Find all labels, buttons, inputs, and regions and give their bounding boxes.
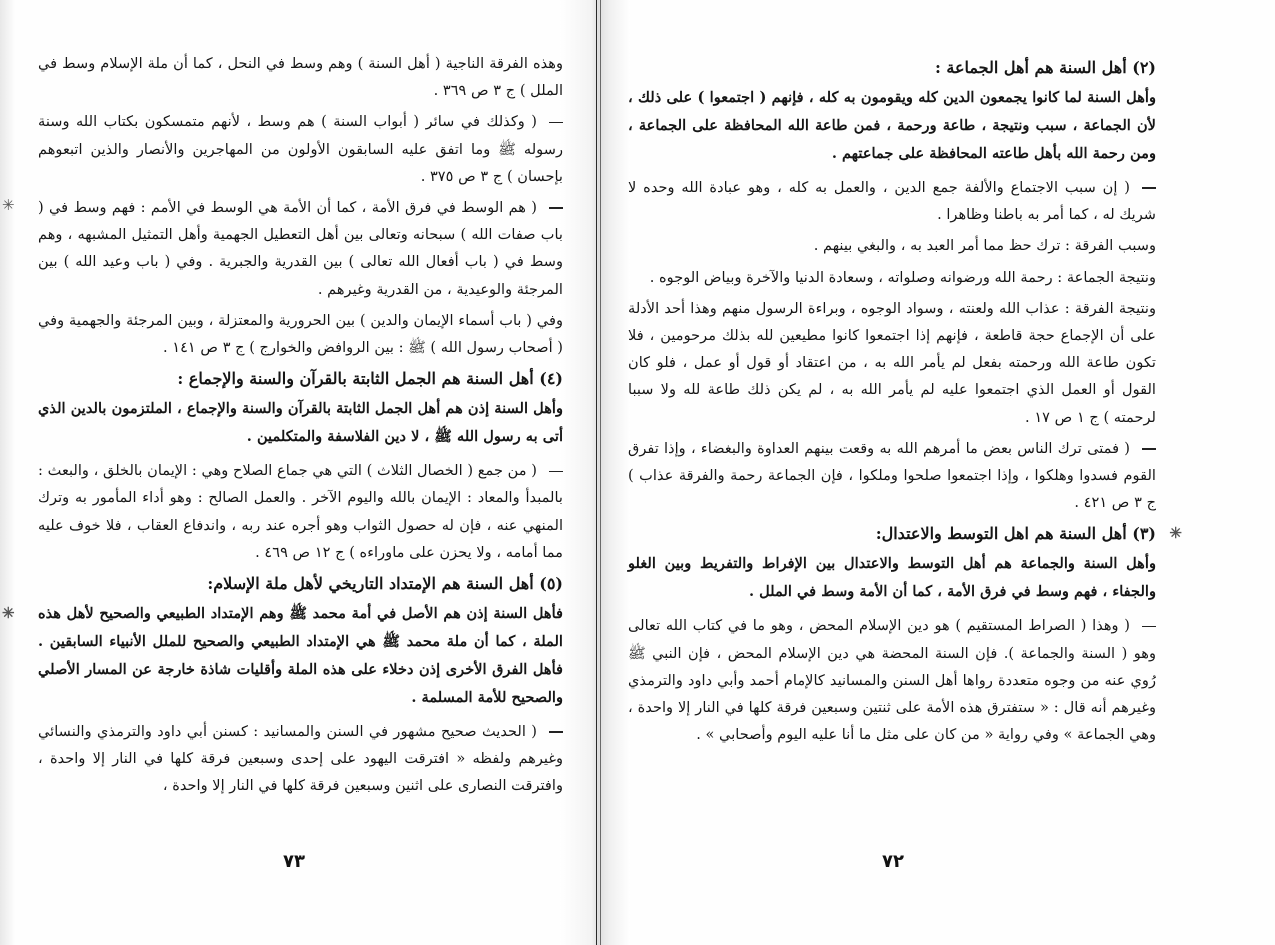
dash-marker: [1130, 435, 1156, 462]
section-heading: (٢) أهل السنة هم أهل الجماعة :: [934, 58, 1156, 77]
paragraph: وفي ( باب أسماء الإيمان والدين ) بين الحرورية والمعتزلة ، وبين المرجئة والجهمية وفي ( أصحاب رسول الله ) ﷺ : بين الروافض والخوارج ) ج ٣ ص ١٤١ .: [38, 311, 563, 357]
gutter-line: [600, 0, 601, 945]
paragraph: وهذه الفرقة الناجية ( أهل السنة ) وهم وسط في النحل ، كما أن ملة الإسلام وسط في الملل ) ج ٣ ص ٣٦٩ .: [38, 55, 563, 100]
quote-text: ( من جمع ( الخصال الثلاث ) التي هي جماع الصلاح وهي : الإيمان بالخلق ، والبعث : بالمبدأ والمعاد : الإيمان بالله واليوم الآخر . والعمل الصالح : وهو أداء المأمور به وترك المنهي عنه ، فإن له حصول الثواب وهو أجره عند ربه ، واندفاع العقاب ، فلا خوف عليه مما أمامه ، ولا يحزن على ماوراءه ) ج ١٢ ص ٤٦٩ .: [38, 462, 563, 561]
quote-paragraph: [38, 457, 563, 566]
quote-paragraph: [38, 108, 563, 190]
paragraph: وسبب الفرقة : ترك حظ مما أمر العبد به ، والبغي بينهم .: [813, 237, 1156, 255]
gutter-line: [596, 0, 597, 945]
book-gutter: [560, 0, 630, 945]
quote-paragraph: [628, 435, 1156, 517]
bold-summary: وأهل السنة والجماعة هم أهل التوسط والاعتدال بين الإفراط والتفريط وبين الغلو والجفاء ، فهم وسط في فرق الأمة ، كما أن الأمة وسط في الملل .: [628, 555, 1156, 601]
quote-paragraph: [38, 718, 563, 800]
quote-text: ( وهذا ( الصراط المستقيم ) هو دين الإسلام المحض ، وهو ما في كتاب الله تعالى وهو ( السنة والجماعة ). فإن السنة المحضة هي دين الإسلام المحض ، فإن النبي ﷺ رُوي عنه من وجوه متعددة رواها أهل السنن والمسانيد كالإمام أحمد وأبي داود والترمذي وغيرهم أنه قال : « ستفترق هذه الأمة على ثنتين وسبعين فرقة كلها في النار إلا واحدة ، وهي الجماعة » وفي رواية « من كان على مثل ما أنا عليه اليوم وأصحابي » .: [628, 617, 1156, 744]
quote-paragraph: [628, 612, 1156, 748]
right-page: [628, 50, 1182, 752]
section-heading: (٤) أهل السنة هم الجمل الثابتة بالقرآن والسنة والإجماع :: [177, 369, 563, 389]
summary-text: فأهل السنة إذن هم الأصل في أمة محمد ﷺ وهم الإمتداد الطبيعي والصحيح لأهل هذه الملة ، كما أن ملة محمد ﷺ هي الإمتداد الطبيعي والصحيح للملل الأنبياء السابقين . فأهل الفرق الأخرى إذن دخلاء على هذه الملة وأقليات شاذة خارجة عن المسار الأصلي والصحيح للأمة المسلمة .: [38, 605, 563, 707]
quote-text: ( وكذلك في سائر ( أبواب السنة ) هم وسط ، لأنهم متمسكون بكتاب الله وسنة رسوله ﷺ وما اتفق عليه السابقون الأولون من المهاجرين والأنصار والذين اتبعوهم بإحسان ) ج ٣ ص ٣٧٥ .: [38, 113, 563, 185]
paragraph: ونتيجة الفرقة : عذاب الله ولعنته ، وسواد الوجوه ، وبراءة الرسول منهم وهذا أحد الأدلة على أن الإجماع حجة قاطعة ، فإنهم إذا اجتمعوا كانوا مطيعين لله بذلك مرحومين ، فلا تكون طاعة الله ورحمته بفعل لم يأمر الله به ، من اعتقاد أو قول أو عمل ، فلو كان القول أو العمل الذي اجتمعوا عليه لم يأمر الله به ، لم يكن ذلك طاعة لله ولا سببا لرحمته ) ج ١ ص ١٧ .: [628, 299, 1156, 426]
page-number-left: ٧٣: [283, 851, 305, 872]
heading-text: (٣) أهل السنة هم اهل التوسط والاعتدال:: [875, 524, 1156, 544]
dash-marker: [537, 194, 563, 221]
bold-summary: وأهل السنة إذن هم أهل الجمل الثابتة بالقرآن والسنة والإجماع ، الملتزمون بالدين الذي أتى به رسول الله ﷺ ، لا دين الفلاسفة والمتكلمين .: [38, 400, 563, 446]
dash-marker: [537, 718, 563, 745]
dash-marker: [537, 457, 563, 484]
quote-text: ( فمتى ترك الناس بعض ما أمرهم الله به وقعت بينهم العداوة والبغضاء ، وإذا تفرق القوم فسدوا وهلكوا ، وإذا اجتمعوا صلحوا وملكوا ، فإن الجماعة رحمة والفرقة عذاب ) ج ٣ ص ٤٢١ .: [628, 439, 1156, 512]
quote-paragraph: [2, 194, 563, 303]
bold-summary: [2, 600, 563, 712]
dash-marker: [1130, 612, 1156, 639]
left-page: [2, 50, 564, 804]
bold-summary: وأهل السنة لما كانوا يجمعون الدين كله ويقومون به كله ، فإنهم ( اجتمعوا ) على ذلك ، لأن الجماعة ، سبب ونتيجة ، طاعة ورحمة ، فمن طاعة الله المحافظة على الجماعة ، ومن رحمة الله بأهل طاعته المحافظة على جماعتهم .: [628, 89, 1156, 162]
section-heading: (٥) أهل السنة هم الإمتداد التاريخي لأهل ملة الإسلام:: [207, 574, 563, 594]
quote-paragraph: [628, 174, 1156, 228]
margin-star-icon: ✳: [1169, 524, 1182, 543]
dash-marker: [1130, 174, 1156, 201]
quote-text: ( هم الوسط في فرق الأمة ، كما أن الأمة هي الوسط في الأمم : فهم وسط في ( باب صفات الله ) سبحانه وتعالى بين أهل التعطيل الجهمية وأهل التمثيل المشبهه ، وهم وسط في ( باب أفعال الله تعالى ) بين القدرية والجبرية . وفي ( باب وعيد الله ) بين المرجئة والوعيدية ، من القدرية وغيرهم .: [38, 199, 563, 298]
margin-star-icon: ✳: [2, 604, 15, 623]
margin-star-icon: ✳: [2, 196, 15, 215]
dash-marker: [537, 108, 563, 135]
paragraph: ونتيجة الجماعة : رحمة الله ورضوانه وصلواته ، وسعادة الدنيا والآخرة وبياض الوجوه .: [649, 268, 1156, 286]
page-edge: [0, 0, 16, 945]
quote-text: ( إن سبب الاجتماع والألفة جمع الدين ، والعمل به كله ، وهو عبادة الله وحده لا شريك له ، كما أمر به باطنا وظاهرا .: [628, 179, 1156, 224]
quote-text: ( الحديث صحيح مشهور في السنن والمسانيد : كسنن أبي داود والترمذي والنسائي وغيرهم ولفظه « افترقت اليهود على إحدى وسبعين فرقة كلها في النار إلا واحدة ، وافترقت النصارى على اثنين وسبعين فرقة كلها في النار إلا واحدة ،: [38, 723, 564, 795]
section-heading: [628, 520, 1182, 548]
page-number-right: ٧٢: [882, 851, 904, 872]
